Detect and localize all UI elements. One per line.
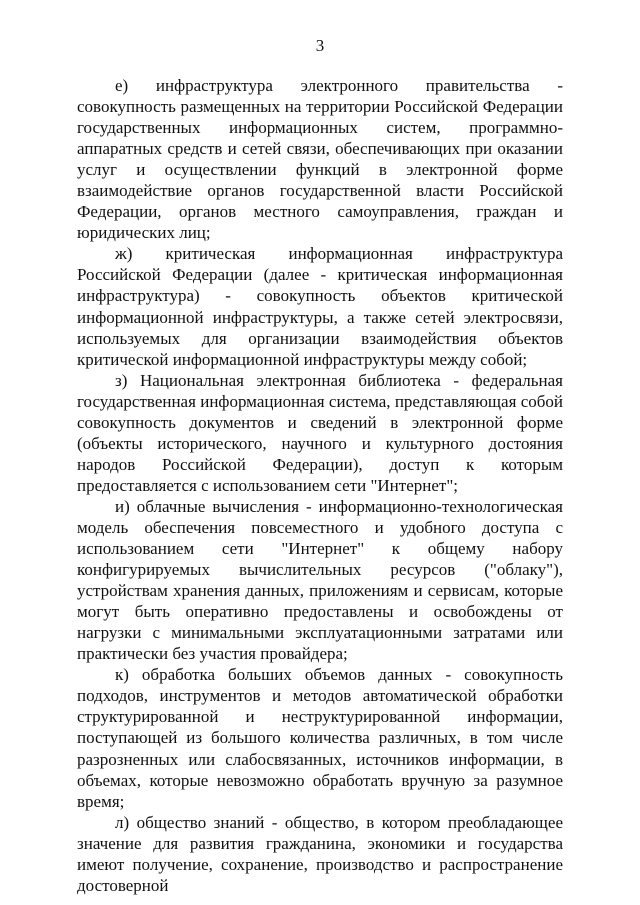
paragraph-z-national-electronic-library: з) Национальная электронная библиотека - федеральная государственная информационная система, представляющая собой совокупность документов и сведений в электронной форме (объекты исторического, научного и культурного достояния народов Российской Федерации), доступ к которым предоставляется с использованием сети "Интернет"; bbox=[77, 370, 563, 495]
paragraph-e-e-government-infrastructure: е) инфраструктура электронного правительства - совокупность размещенных на территории Российской Федерации государственных информационных систем, программно-аппаратных средств и сетей связи, обеспечивающих при оказании услуг и осуществлении функций в электронной форме взаимодействие органов государственной власти Российской Федерации, органов местного самоуправления, граждан и юридических лиц; bbox=[77, 76, 563, 243]
document-body bbox=[77, 75, 563, 896]
paragraph-i-cloud-computing: и) облачные вычисления - информационно-технологическая модель обеспечения повсеместного и удобного доступа с использованием сети "Интернет" к общему набору конфигурируемых вычислительных ресурсов ("облаку"), устройствам хранения данных, приложениям и сервисам, которые могут быть оперативно предоставлены и освобождены от нагрузки с минимальными эксплуатационными затратами или практически без участия провайдера; bbox=[77, 496, 563, 664]
paragraph-l-knowledge-society: л) общество знаний - общество, в котором преобладающее значение для развития гражданина, экономики и государства имеют получение, сохранение, производство и распространение достоверной bbox=[77, 812, 563, 895]
page-number: 3 bbox=[315, 36, 325, 55]
paragraph-k-big-data-processing: к) обработка больших объемов данных - совокупность подходов, инструментов и методов автоматической обработки структурированной и неструктурированной информации, поступающей из большого количества различных, в том числе разрозненных или слабосвязанных, источников информации, в объемах, которые невозможно обработать вручную за разумное время; bbox=[77, 665, 563, 811]
paragraph-zh-critical-information-infrastructure: ж) критическая информационная инфраструктура Российской Федерации (далее - критическая информационная инфраструктура) - совокупность объектов критической информационной инфраструктуры, а также сетей электросвязи, используемых для организации взаимодействия объектов критической информационной инфраструктуры между собой; bbox=[77, 244, 563, 369]
